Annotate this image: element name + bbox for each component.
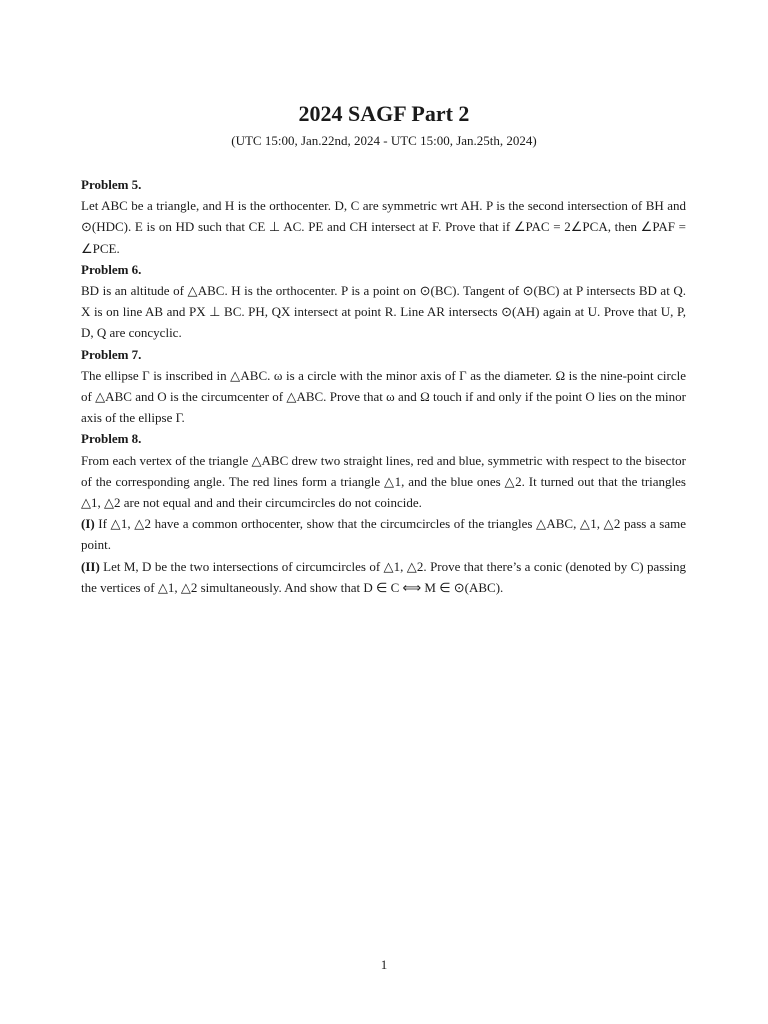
problem-7 xyxy=(81,344,686,429)
problem-5 xyxy=(81,174,686,259)
problem-heading: Problem 5. xyxy=(81,177,142,192)
problem-statement: From each vertex of the triangle △ABC drew two straight lines, red and blue, symmetric with respect to the bisector of the corresponding angle. The red lines form a triangle △1, and the blue ones △2. It turned out that the triangles △1, △2 are not equal and and their circumcircles do not coincide. xyxy=(81,452,686,511)
document-subtitle: (UTC 15:00, Jan.22nd, 2024 - UTC 15:00, Jan.25th, 2024) xyxy=(231,133,537,148)
problem-statement: The ellipse Γ is inscribed in △ABC. ω is a circle with the minor axis of Γ as the diameter. Ω is the nine-point circle of △ABC and O is the circumcenter of △ABC. Prove that ω and Ω touch if and only if the point O lies on the minor axis of the ellipse Γ. xyxy=(81,367,686,426)
problem-heading: Problem 8. xyxy=(81,431,142,447)
problem-8 xyxy=(81,428,686,598)
problem-6 xyxy=(81,259,686,344)
part-text: Let M, D be the two intersections of circumcircles of △1, △2. Prove that there’s a conic (denoted by C) passing the vertices of △1, △2 simultaneously. And show that D ∈ C ⟺ M ∈ ⊙(ABC). xyxy=(81,558,686,595)
document-title: 2024 SAGF Part 2 xyxy=(298,101,470,126)
part-label: (II) xyxy=(81,558,100,574)
problem-part xyxy=(81,556,686,598)
part-text: If △1, △2 have a common orthocenter, show that the circumcircles of the triangles △ABC, △1, △2 pass a same point. xyxy=(81,516,686,553)
page-number: 1 xyxy=(380,957,388,972)
problem-part xyxy=(81,513,686,555)
problem-statement: Let ABC be a triangle, and H is the orthocenter. D, C are symmetric wrt AH. P is the second intersection of BH and ⊙(HDC). E is on HD such that CE ⊥ AC. PE and CH intersect at F. Prove that if ∠PAC = 2∠PCA, then ∠PAF = ∠PCE. xyxy=(81,198,686,256)
part-label: (I) xyxy=(81,516,95,532)
problem-heading: Problem 6. xyxy=(81,261,142,277)
problems-section xyxy=(81,174,686,598)
problem-statement: BD is an altitude of △ABC. H is the orthocenter. P is a point on ⊙(BC). Tangent of ⊙(BC) at P intersects BD at Q. X is on line AB and PX ⊥ BC. PH, QX intersect at point R. Line AR intersects ⊙(AH) again at U. Prove that U, P, D, Q are concyclic. xyxy=(81,283,686,341)
problem-heading: Problem 7. xyxy=(81,346,142,362)
